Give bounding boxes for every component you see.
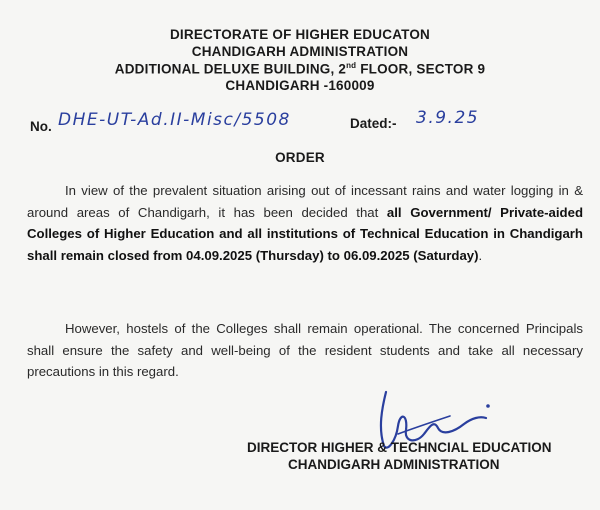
header-address-rest: FLOOR, SECTOR 9	[356, 61, 486, 77]
paragraph-closure	[27, 180, 583, 266]
dated-handwritten-value: 3.9.25	[416, 108, 480, 128]
header-address-main: ADDITIONAL DELUXE BUILDING, 2	[114, 61, 347, 77]
paragraph-closure-intro: In view of the prevalent situation arising out of incessant rains and water logging in & around areas of Chandigarh, it has been decided that	[27, 183, 583, 220]
header-city: CHANDIGARH -160009	[225, 78, 375, 93]
no-label: No.	[30, 119, 52, 134]
header-administration: CHANDIGARH ADMINISTRATION	[191, 44, 409, 59]
header-address	[0, 61, 600, 77]
header-address-sup: nd	[346, 61, 357, 70]
dated-label: Dated:-	[350, 116, 397, 131]
no-handwritten-value: DHE-UT-Ad.II-Misc/5508	[58, 110, 291, 130]
header-directorate: DIRECTORATE OF HIGHER EDUCATON	[169, 27, 430, 42]
paragraph-closure-end: .	[478, 247, 483, 263]
signatory-office: CHANDIGARH ADMINISTRATION	[288, 457, 500, 472]
paragraph-hostels	[27, 318, 583, 383]
order-title: ORDER	[275, 150, 325, 165]
paragraph-hostels-text: However, hostels of the Colleges shall remain operational. The concerned Principals shall ensure the safety and well-being of the resident students and take all necessary precautions in this regard.	[27, 321, 583, 379]
paragraph-closure-bold: all Government/ Private-aided Colleges of Higher Education and all institutions of Technical Education in Chandigarh shall remain closed from 04.09.2025 (Thursday) to 06.09.2025 (Saturday)	[27, 204, 583, 263]
signatory-title: DIRECTOR HIGHER & TECHNCIAL EDUCATION	[247, 440, 552, 455]
